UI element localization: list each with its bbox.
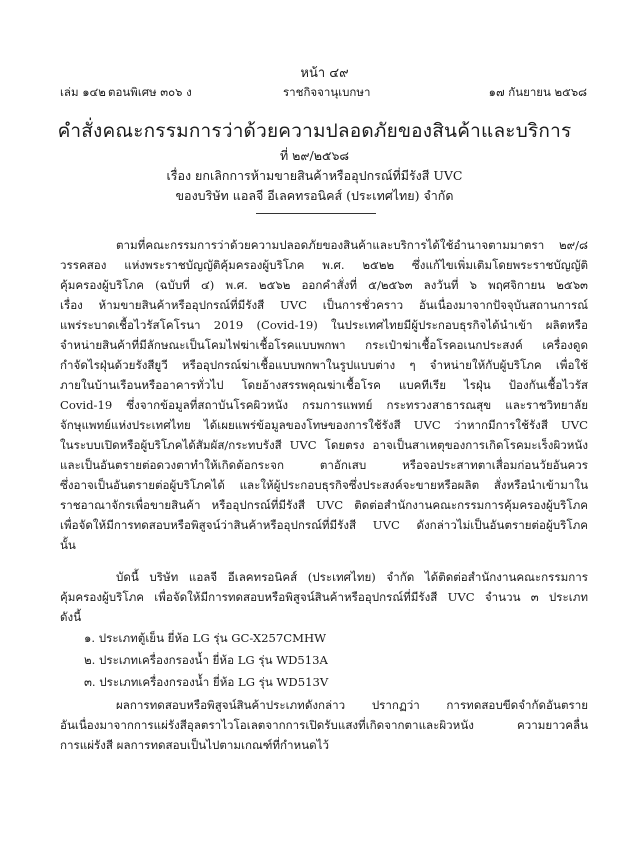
paragraph-line: ผลการทดสอบหรือพิสูจน์สินค้าประเภทดังกล่าว ปรากฏว่า การทดสอบขีดจำกัดอันตราย <box>116 698 588 712</box>
company-name: ของบริษัท แอลจี อีเลคทรอนิคส์ (ประเทศไทย) จำกัด <box>175 188 454 203</box>
list-item: ๒. ประเภทเครื่องกรองน้ำ ยี่ห้อ LG รุ่น WD513A <box>84 653 328 667</box>
page-number: หน้า ๔๙ <box>300 66 349 81</box>
paragraph-line: วรรคสอง แห่งพระราชบัญญัติคุ้มครองผู้บริโภค พ.ศ. ๒๕๒๒ ซึ่งแก้ไขเพิ่มเติมโดยพระราชบัญญัติ <box>60 258 588 272</box>
paragraph-line: การแผ่รังสี ผลการทดสอบเป็นไปตามเกณฑ์ที่กำหนดไว้ <box>60 738 329 752</box>
order-number: ที่ ๒๙/๒๕๖๘ <box>279 148 350 163</box>
paragraph-line: ราชอาณาจักรเพื่อขายสินค้า หรืออุปกรณ์ที่มีรังสี UVC ติดต่อสำนักงานคณะกรรมการคุ้มครองผู้บริโภค <box>60 498 588 512</box>
paragraph-line: Covid-19 ซึ่งจากข้อมูลที่สถาบันโรคผิวหนัง กรมการแพทย์ กระทรวงสาธารณสุข และราชวิทยาลัย <box>60 398 588 412</box>
paragraph-line: แพร่ระบาดเชื้อไวรัสโคโรนา 2019 (Covid-19) ในประเทศไทยมีผู้ประกอบธุรกิจได้นำเข้า ผลิตหรือ <box>60 318 588 332</box>
paragraph-line: คุ้มครองผู้บริโภค เพื่อจัดให้มีการทดสอบหรือพิสูจน์สินค้าหรืออุปกรณ์ที่มีรังสี UVC จำนวน ๓ ประเภท <box>60 590 588 604</box>
special-issue-label: ตอนพิเศษ ๓๐๖ ง <box>108 85 192 99</box>
paragraph-line: ดังนี้ <box>60 610 82 624</box>
list-item: ๑. ประเภทตู้เย็น ยี่ห้อ LG รุ่น GC-X257CMHW <box>84 631 327 645</box>
paragraph-line: ในระบบเปิดหรือผู้บริโภคได้สัมผัส/กระทบรังสี UVC โดยตรง อาจเป็นสาเหตุของการเกิดโรคมะเร็งผิวหนัง <box>60 438 588 452</box>
paragraph-line: เพื่อจัดให้มีการทดสอบหรือพิสูจน์ว่าสินค้าหรืออุปกรณ์ที่มีรังสี UVC ดังกล่าวไม่เป็นอันตรายต่อผู้บริโภค <box>60 518 588 532</box>
document-title: คำสั่งคณะกรรมการว่าด้วยความปลอดภัยของสินค้าและบริการ <box>57 120 572 142</box>
paragraph-line: คุ้มครองผู้บริโภค (ฉบับที่ ๔) พ.ศ. ๒๕๖๒ ออกคำสั่งที่ ๕/๒๕๖๓ ลงวันที่ ๖ พฤศจิกายน ๒๕๖๓ <box>60 278 588 292</box>
issue-date: ๑๗ กันยายน ๒๕๖๘ <box>488 85 587 99</box>
list-item: ๓. ประเภทเครื่องกรองน้ำ ยี่ห้อ LG รุ่น WD513V <box>84 675 329 689</box>
paragraph-line: ตามที่คณะกรรมการว่าด้วยความปลอดภัยของสินค้าและบริการได้ใช้อำนาจตามมาตรา ๒๙/๘ <box>116 238 588 252</box>
order-subject: เรื่อง ยกเลิกการห้ามขายสินค้าหรืออุปกรณ์ที่มีรังสี UVC <box>166 168 463 183</box>
paragraph-line: ซึ่งอาจเป็นอันตรายต่อผู้บริโภคได้ และให้ผู้ประกอบธุรกิจซึ่งประสงค์จะขายหรือผลิต สั่งหรือนำเข้ามาใน <box>60 478 588 492</box>
title-divider <box>256 213 376 214</box>
paragraph-line: เรื่อง ห้ามขายสินค้าหรืออุปกรณ์ที่มีรังสี UVC เป็นการชั่วคราว อันเนื่องมาจากปัจจุบันสถานการณ์ <box>60 298 588 312</box>
volume-label: เล่ม ๑๔๒ <box>60 85 106 99</box>
paragraph-line: จำหน่ายสินค้าที่มีลักษณะเป็นโคมไฟฆ่าเชื้อโรคแบบพกพา กระเป๋าฆ่าเชื้อโรคอเนกประสงค์ เครื่องดูด <box>60 338 588 352</box>
paragraph-line: กำจัดไรฝุ่นด้วยรังสียูวี หรืออุปกรณ์ฆ่าเชื้อแบบพกพาในรูปแบบต่าง ๆ จำหน่ายให้กับผู้บริโภค เพื่อใช้ <box>60 358 588 372</box>
paragraph-line: จักษุแพทย์แห่งประเทศไทย ได้เผยแพร่ข้อมูลของโทษของการใช้รังสี UVC ว่าหากมีการใช้รังสี UVC <box>60 418 588 432</box>
paragraph-line: อันเนื่องมาจากการแผ่รังสีอุลตราไวโอเลตจากการเปิดรับแสงที่เกิดจากตาและผิวหนัง ความยาวคลื่น <box>60 718 588 732</box>
paragraph-line: บัดนี้ บริษัท แอลจี อีเลคทรอนิคส์ (ประเทศไทย) จำกัด ได้ติดต่อสำนักงานคณะกรรมการ <box>116 570 588 584</box>
gazette-header <box>60 84 587 102</box>
gazette-name: ราชกิจจานุเบกษา <box>283 85 371 99</box>
paragraph-line: นั้น <box>60 538 76 552</box>
paragraph-line: และเป็นอันตรายต่อดวงตาทำให้เกิดต้อกระจก ตาอักเสบ หรือจอประสาทตาเสื่อมก่อนวัยอันควร <box>60 458 588 472</box>
paragraph-line: ภายในบ้านเรือนหรืออาคารทั่วไป โดยอ้างสรรพคุณฆ่าเชื้อโรค แบคทีเรีย ไรฝุ่น ป้องกันเชื้อไวรัส <box>60 378 588 392</box>
